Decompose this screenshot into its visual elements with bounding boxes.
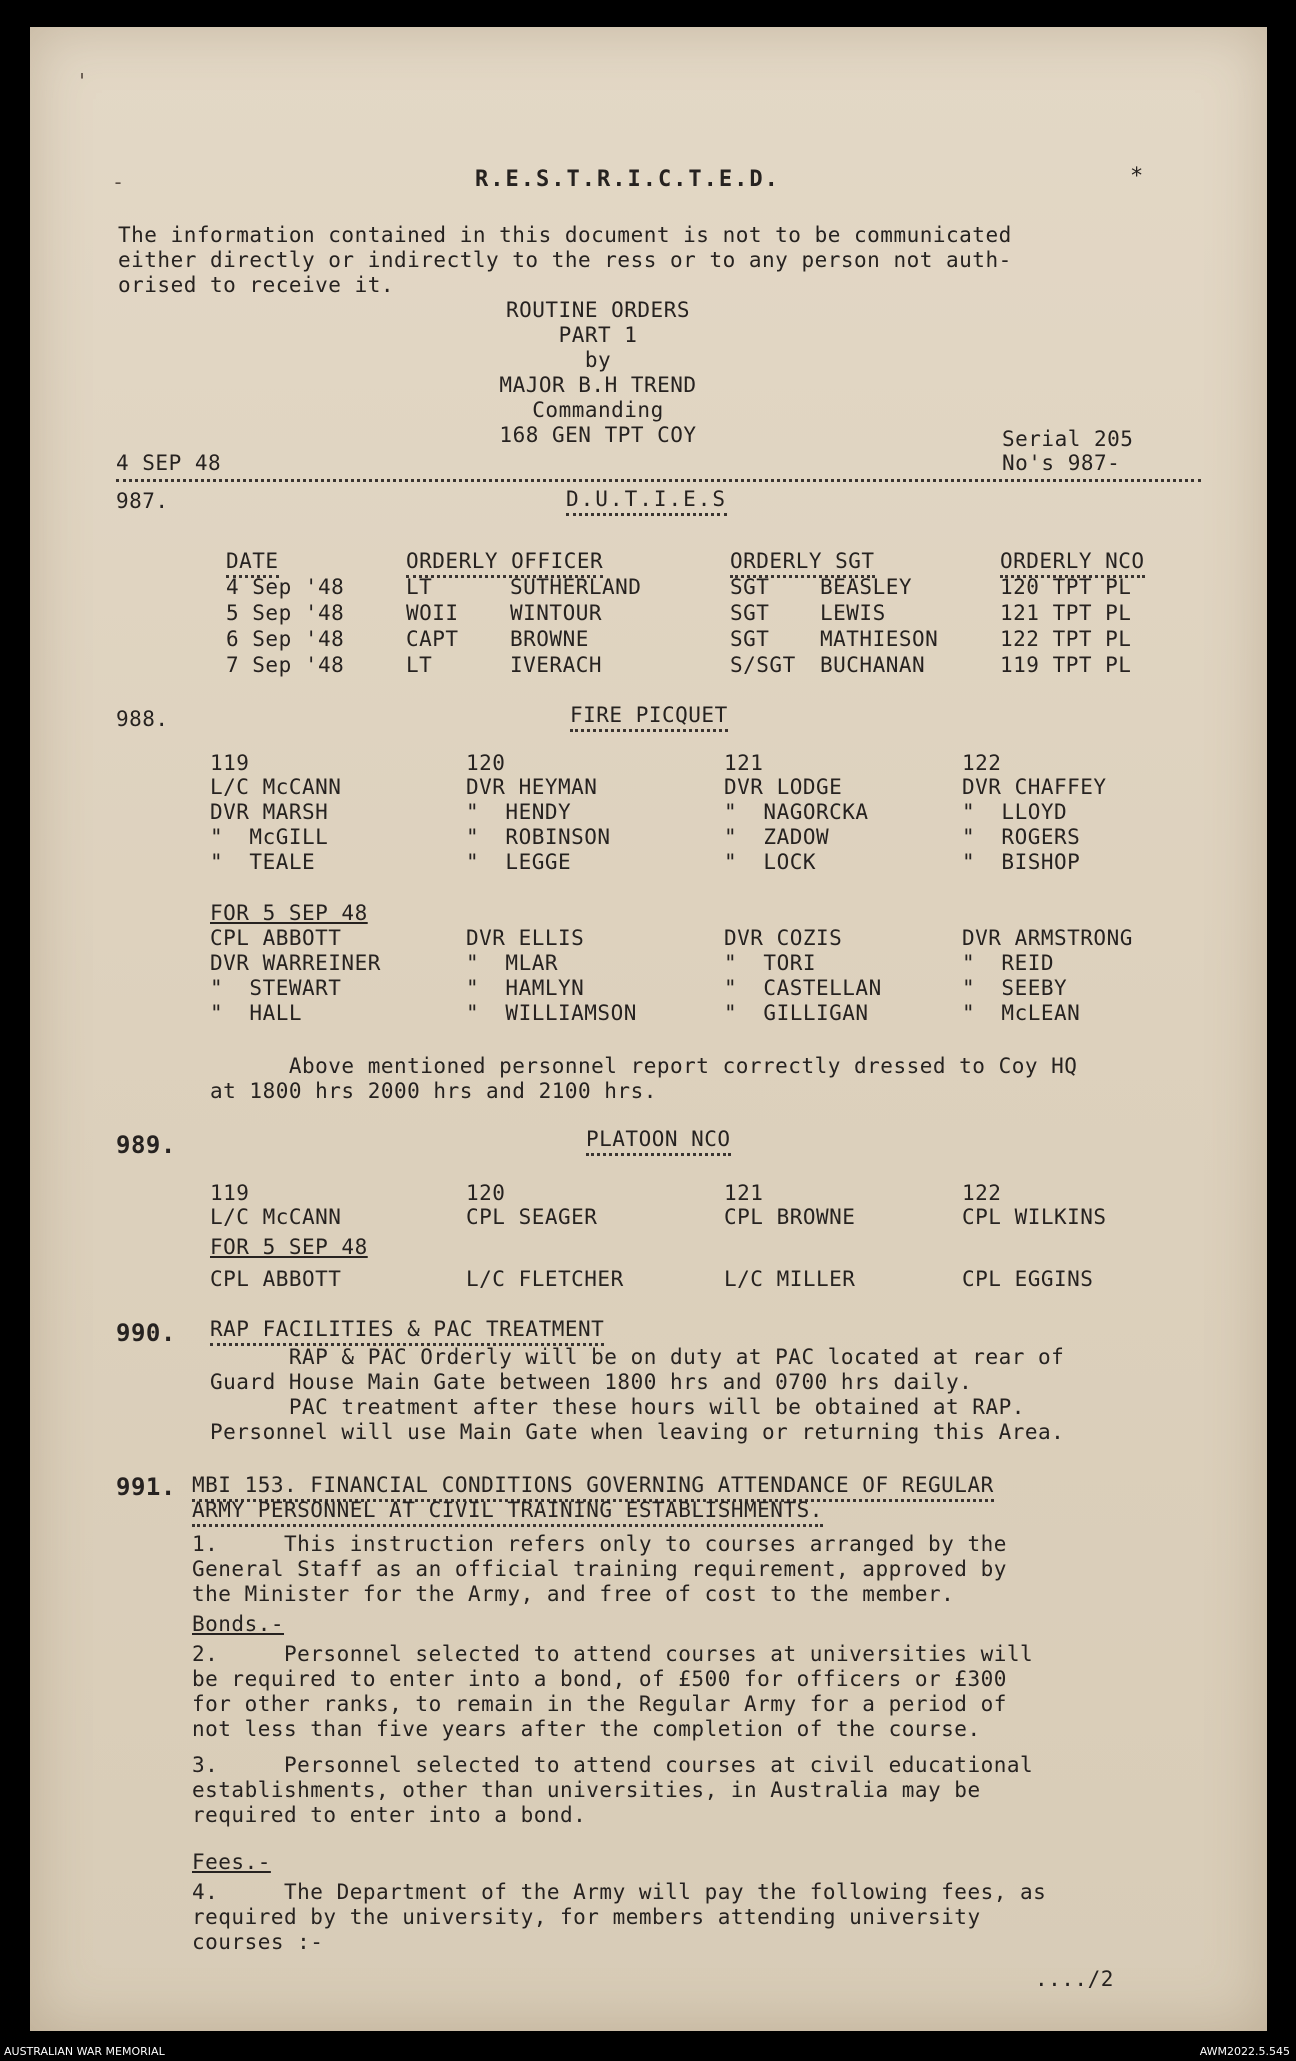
duties-heading: D.U.T.I.E.S xyxy=(566,487,727,516)
rap-line-4: Personnel will use Main Gate when leaving or returning this Area. xyxy=(210,1420,1065,1444)
picquet-member: " McLEAN xyxy=(962,1001,1081,1025)
duties-header-officer: ORDERLY OFFICER xyxy=(406,549,603,578)
officer-name: BROWNE xyxy=(510,627,589,651)
platoon-number: 120 xyxy=(466,1181,506,1205)
picquet-member: DVR MARSH xyxy=(210,800,329,824)
duty-date: 5 Sep '48 xyxy=(226,601,345,625)
picquet-member: " HENDY xyxy=(466,800,572,824)
mbi-para-1-line: the Minister for the Army, and free of cost to the member. xyxy=(192,1582,955,1606)
platoon-nco-name: L/C McCANN xyxy=(210,1205,342,1229)
officer-rank: LT xyxy=(406,575,433,599)
title-unit: 168 GEN TPT COY xyxy=(499,423,697,447)
section-number-987: 987. xyxy=(116,489,169,513)
officer-rank: LT xyxy=(406,653,433,677)
mbi-para-4-line: required by the university, for members attending university xyxy=(192,1905,981,1929)
sgt-name: BUCHANAN xyxy=(820,653,926,677)
header-divider xyxy=(116,479,1201,482)
mbi-para-1-line: General Staff as an official training requirement, approved by xyxy=(192,1557,1007,1581)
duties-header-nco: ORDERLY NCO xyxy=(1000,549,1145,578)
picquet-member: L/C McCANN xyxy=(210,775,342,799)
ink-mark: - xyxy=(112,170,125,194)
picquet-member: " CASTELLAN xyxy=(724,976,882,1000)
platoon-number: 120 xyxy=(466,751,506,775)
title-part: PART 1 xyxy=(558,323,638,347)
platoon-nco-for-date: FOR 5 SEP 48 xyxy=(210,1235,368,1259)
sgt-rank: SGT xyxy=(730,627,770,651)
picquet-member: " ROGERS xyxy=(962,825,1081,849)
section-number-988: 988. xyxy=(116,707,169,731)
picquet-note-line-2: at 1800 hrs 2000 hrs and 2100 hrs. xyxy=(210,1079,657,1103)
picquet-member: CPL ABBOTT xyxy=(210,926,342,950)
picquet-for-date: FOR 5 SEP 48 xyxy=(210,901,368,925)
sgt-rank: SGT xyxy=(730,575,770,599)
nco-platoon: 121 TPT PL xyxy=(1000,601,1132,625)
notice-line-3: orised to receive it. xyxy=(118,273,395,297)
mbi-para-3-line: establishments, other than universities, in Australia may be xyxy=(192,1778,981,1802)
officer-rank: WOII xyxy=(406,601,459,625)
picquet-member: DVR LODGE xyxy=(724,775,843,799)
officer-name: WINTOUR xyxy=(510,601,603,625)
picquet-member: " TEALE xyxy=(210,850,316,874)
mbi-para-4-line: courses :- xyxy=(192,1930,324,1954)
picquet-member: " STEWART xyxy=(210,976,342,1000)
duty-date: 4 Sep '48 xyxy=(226,575,345,599)
platoon-number: 119 xyxy=(210,1181,250,1205)
picquet-member: DVR ELLIS xyxy=(466,926,585,950)
picquet-member: " HAMLYN xyxy=(466,976,585,1000)
picquet-member: " NAGORCKA xyxy=(724,800,869,824)
bonds-heading: Bonds.- xyxy=(192,1612,285,1636)
notice-line-1: The information contained in this document is not to be communicated xyxy=(118,223,1012,247)
picquet-member: " HALL xyxy=(210,1001,303,1025)
picquet-member: " MLAR xyxy=(466,951,559,975)
picquet-member: DVR WARREINER xyxy=(210,951,381,975)
picquet-member: DVR CHAFFEY xyxy=(962,775,1107,799)
nco-platoon: 119 TPT PL xyxy=(1000,653,1132,677)
rap-line-3: PAC treatment after these hours will be obtained at RAP. xyxy=(210,1395,1025,1419)
mbi-para-2-line: for other ranks, to remain in the Regular Army for a period of xyxy=(192,1692,1007,1716)
picquet-member: DVR ARMSTRONG xyxy=(962,926,1133,950)
platoon-number: 122 xyxy=(962,751,1002,775)
duty-date: 7 Sep '48 xyxy=(226,653,345,677)
picquet-member: DVR HEYMAN xyxy=(466,775,598,799)
picquet-member: " LOCK xyxy=(724,850,817,874)
rap-heading: RAP FACILITIES & PAC TREATMENT xyxy=(210,1317,604,1346)
sgt-name: LEWIS xyxy=(820,601,886,625)
order-date: 4 SEP 48 xyxy=(116,451,222,475)
duty-date: 6 Sep '48 xyxy=(226,627,345,651)
platoon-number: 121 xyxy=(724,751,764,775)
rap-line-2: Guard House Main Gate between 1800 hrs and 0700 hrs daily. xyxy=(210,1370,973,1394)
platoon-number: 119 xyxy=(210,751,250,775)
asterisk-mark: * xyxy=(1130,164,1144,189)
mbi-para-3-line: required to enter into a bond. xyxy=(192,1803,587,1827)
picquet-member: " WILLIAMSON xyxy=(466,1001,637,1025)
duties-header-date: DATE xyxy=(226,549,279,578)
document-page xyxy=(30,27,1267,2031)
picquet-member: " ZADOW xyxy=(724,825,830,849)
title-by: by xyxy=(584,348,612,372)
platoon-nco-name: CPL SEAGER xyxy=(466,1205,598,1229)
order-numbers: No's 987- xyxy=(1002,451,1121,475)
page-continuation: ..../2 xyxy=(1035,1967,1114,1991)
mbi-heading-line-2: ARMY PERSONNEL AT CIVIL TRAINING ESTABLISHMENTS. xyxy=(192,1498,823,1527)
officer-name: IVERACH xyxy=(510,653,603,677)
platoon-number: 122 xyxy=(962,1181,1002,1205)
serial-number: Serial 205 xyxy=(1002,427,1134,451)
picquet-member: " McGILL xyxy=(210,825,329,849)
platoon-nco-name: CPL BROWNE xyxy=(724,1205,856,1229)
title-commander: MAJOR B.H TREND xyxy=(499,373,697,397)
fire-picquet-heading: FIRE PICQUET xyxy=(570,703,728,732)
sgt-name: BEASLEY xyxy=(820,575,913,599)
platoon-nco-name: CPL WILKINS xyxy=(962,1205,1107,1229)
mbi-para-2-line: be required to enter into a bond, of £500 for officers or £300 xyxy=(192,1667,1007,1691)
picquet-member: " LLOYD xyxy=(962,800,1068,824)
sgt-name: MATHIESON xyxy=(820,627,939,651)
mbi-para-3-line: 3. Personnel selected to attend courses at civil educational xyxy=(192,1753,1034,1777)
picquet-member: " TORI xyxy=(724,951,817,975)
ink-mark: ' xyxy=(76,69,89,93)
notice-line-2: either directly or indirectly to the ress or to any person not auth- xyxy=(118,248,1012,272)
section-number-989: 989. xyxy=(116,1131,176,1159)
mbi-para-2-line: 2. Personnel selected to attend courses at universities will xyxy=(192,1642,1034,1666)
picquet-member: " SEEBY xyxy=(962,976,1068,1000)
section-number-990: 990. xyxy=(116,1319,176,1347)
mbi-heading-line-1: MBI 153. FINANCIAL CONDITIONS GOVERNING ATTENDANCE OF REGULAR xyxy=(192,1473,994,1502)
officer-name: SUTHERLAND xyxy=(510,575,642,599)
platoon-nco-name: L/C MILLER xyxy=(724,1267,856,1291)
platoon-nco-name: L/C FLETCHER xyxy=(466,1267,624,1291)
mbi-para-1-line: 1. This instruction refers only to courses arranged by the xyxy=(192,1532,1007,1556)
platoon-nco-name: CPL EGGINS xyxy=(962,1267,1094,1291)
picquet-note-line-1: Above mentioned personnel report correctly dressed to Coy HQ xyxy=(210,1054,1078,1078)
picquet-member: " GILLIGAN xyxy=(724,1001,869,1025)
section-number-991: 991. xyxy=(116,1473,176,1501)
picquet-member: " REID xyxy=(962,951,1055,975)
duties-header-sgt: ORDERLY SGT xyxy=(730,549,875,578)
sgt-rank: S/SGT xyxy=(730,653,796,677)
archive-footer xyxy=(0,2035,1296,2061)
rap-line-1: RAP & PAC Orderly will be on duty at PAC located at rear of xyxy=(210,1345,1065,1369)
picquet-member: " ROBINSON xyxy=(466,825,611,849)
archive-reference: AWM2022.5.545 xyxy=(1199,2045,1290,2058)
picquet-member: " LEGGE xyxy=(466,850,572,874)
picquet-member: " BISHOP xyxy=(962,850,1081,874)
picquet-member: DVR COZIS xyxy=(724,926,843,950)
fees-heading: Fees.- xyxy=(192,1850,271,1874)
title-commanding: Commanding xyxy=(532,398,664,422)
platoon-nco-heading: PLATOON NCO xyxy=(586,1127,731,1156)
platoon-number: 121 xyxy=(724,1181,764,1205)
archive-name: AUSTRALIAN WAR MEMORIAL xyxy=(4,2045,165,2058)
mbi-para-4-line: 4. The Department of the Army will pay the following fees, as xyxy=(192,1880,1047,1904)
sgt-rank: SGT xyxy=(730,601,770,625)
mbi-para-2-line: not less than five years after the completion of the course. xyxy=(192,1717,981,1741)
nco-platoon: 122 TPT PL xyxy=(1000,627,1132,651)
classification-heading: R.E.S.T.R.I.C.T.E.D. xyxy=(475,167,780,192)
nco-platoon: 120 TPT PL xyxy=(1000,575,1132,599)
platoon-nco-name: CPL ABBOTT xyxy=(210,1267,342,1291)
title-routine-orders: ROUTINE ORDERS xyxy=(505,298,690,322)
officer-rank: CAPT xyxy=(406,627,459,651)
